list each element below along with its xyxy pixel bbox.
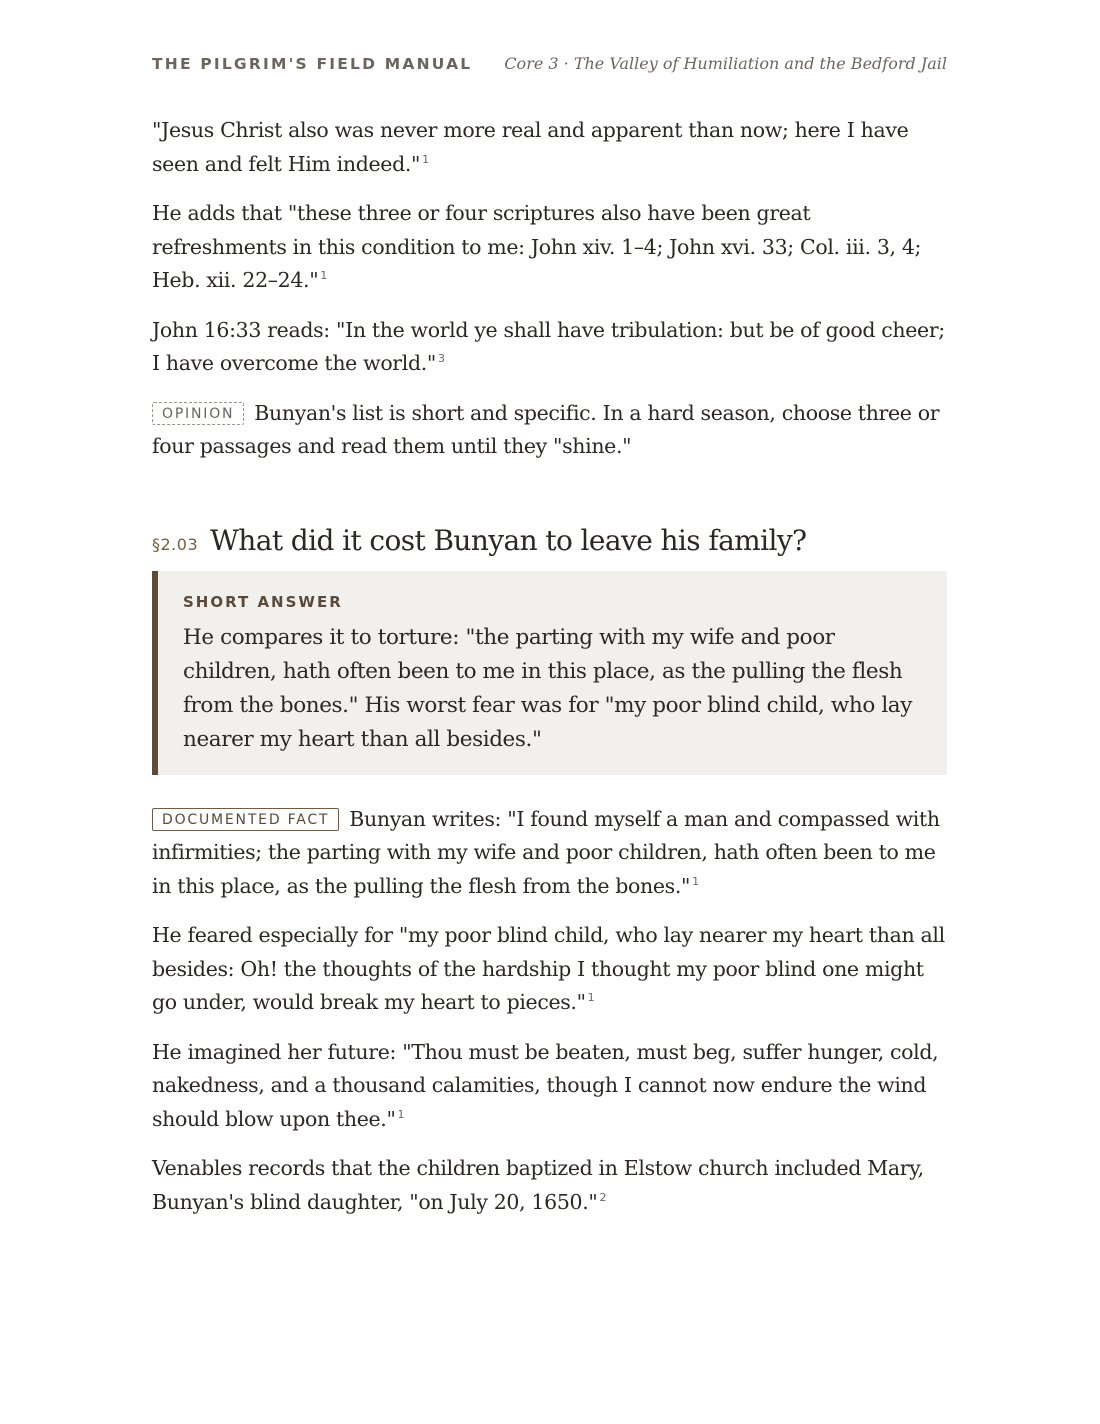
footnote-marker[interactable]: 1 xyxy=(422,152,429,166)
paragraph-text: He imagined her future: "Thou must be beaten, must beg, suffer hunger, cold, nakedness, and a thousand calamities, though I cannot now endure the wind should blow upon thee." xyxy=(152,1039,939,1131)
short-answer-text: He compares it to torture: "the parting with my wife and poor children, hath often been to me in this place, as the pulling the flesh from the bones." His worst fear was for "my poor blind child, who lay nearer my heart than all besides." xyxy=(183,624,912,752)
section-number: §2.03 xyxy=(152,534,199,554)
fact-paragraph xyxy=(152,803,947,904)
footnote-marker[interactable]: 1 xyxy=(397,1107,405,1121)
section-heading xyxy=(152,524,947,557)
paragraph-text: He feared especially for "my poor blind child, who lay nearer my heart than all besides: Oh! the thoughts of the hardship I thought my poor blind one might go under, would break my heart to pieces." xyxy=(152,923,945,1014)
opinion-text: Bunyan's list is short and specific. In a hard season, choose three or four passages and read them until they "shine." xyxy=(152,400,940,458)
short-answer-label: SHORT ANSWER xyxy=(183,592,343,611)
running-header xyxy=(152,54,947,80)
footnote-marker[interactable]: 1 xyxy=(587,991,595,1005)
chapter-title: Core 3 · The Valley of Humiliation and the Bedford Jail xyxy=(504,54,947,73)
paragraph-text: "Jesus Christ also was never more real and apparent than now; here I have seen and felt Him indeed." xyxy=(152,118,909,176)
paragraph xyxy=(152,314,947,381)
footnote-marker[interactable]: 3 xyxy=(438,352,445,366)
paragraph xyxy=(152,197,947,298)
opinion-tag: OPINION xyxy=(152,402,244,425)
paragraph-text: Venables records that the children baptized in Elstow church included Mary, Bunyan's blind daughter, "on July 20, 1650." xyxy=(152,1156,924,1214)
book-title: THE PILGRIM'S FIELD MANUAL xyxy=(152,55,473,73)
paragraph-text: John 16:33 reads: "In the world ye shall have tribulation: but be of good cheer; I have overcome the world." xyxy=(152,317,945,375)
paragraph-text: He adds that "these three or four scriptures also have been great refreshments in this condition to me: John xiv. 1–4; John xvi. 33; Col. iii. 3, 4; Heb. xii. 22–24." xyxy=(152,201,922,292)
footnote-marker[interactable]: 2 xyxy=(599,1190,607,1204)
paragraph xyxy=(152,114,947,181)
footnote-marker[interactable]: 1 xyxy=(320,269,327,283)
fact-text: Bunyan writes: "I found myself a man and compassed with infirmities; the parting with my wife and poor children, hath often been to me in this place, as the pulling the flesh from the bones." xyxy=(152,806,940,898)
short-answer-box xyxy=(152,571,947,775)
paragraph xyxy=(152,1152,947,1219)
footnote-marker[interactable]: 1 xyxy=(692,874,699,888)
section-title: What did it cost Bunyan to leave his family? xyxy=(210,523,807,557)
paragraph xyxy=(152,919,947,1020)
paragraph xyxy=(152,1036,947,1137)
documented-fact-tag: DOCUMENTED FACT xyxy=(152,808,339,831)
opinion-paragraph xyxy=(152,397,947,464)
main-content xyxy=(152,114,947,1235)
